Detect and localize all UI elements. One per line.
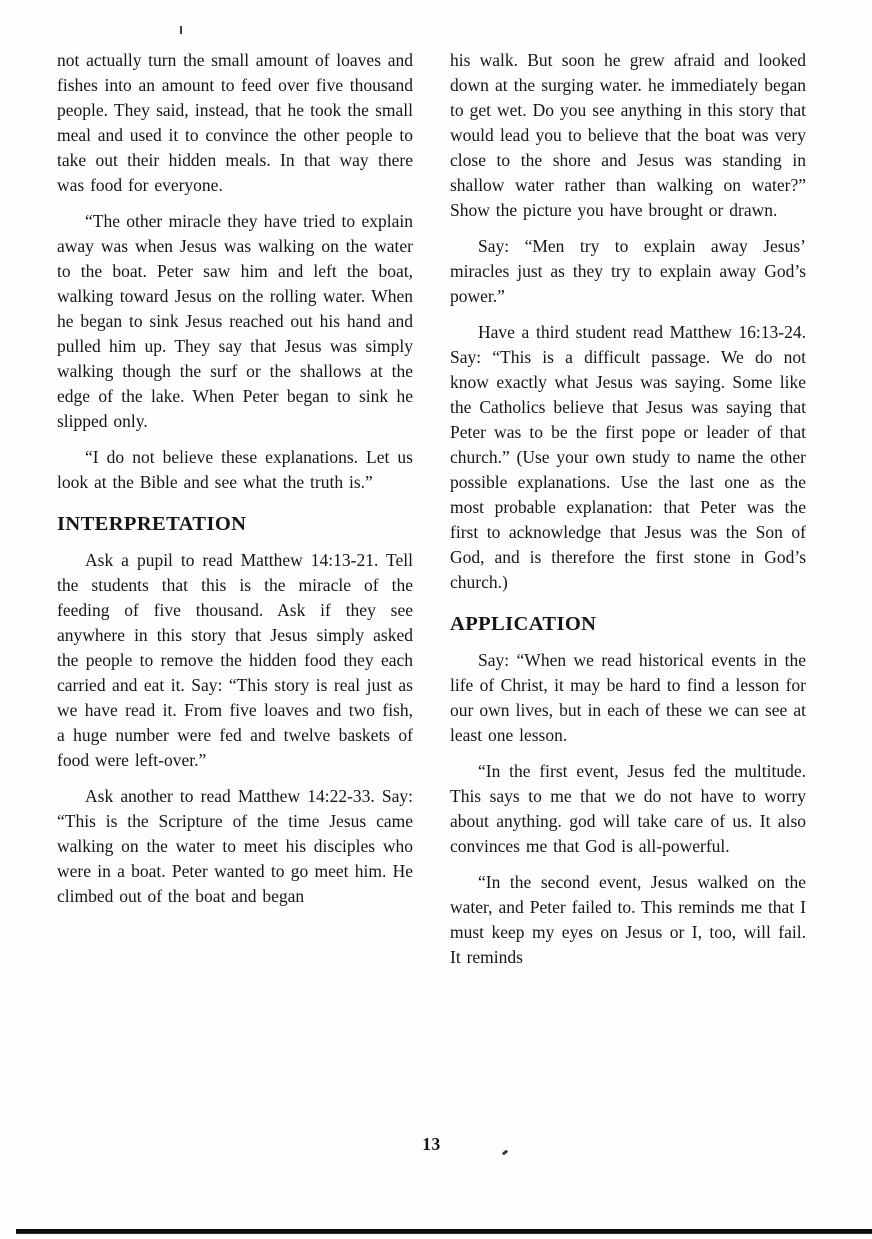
paragraph: “In the second event, Jesus walked on the water, and Peter failed to. This reminds me that I must keep my eyes on Jesus or I, too, will fail. It reminds xyxy=(450,872,806,967)
paragraph: “The other miracle they have tried to explain away was when Jesus was walking on the water to the boat. Peter saw him and left the boat, walking toward Jesus on the rolling water. When he began to sink Jesus reached out his hand and pulled him up. They say that Jesus was simply walking though the surf or the shallows at the edge of the lake. When Peter began to sink he slipped only. xyxy=(57,211,413,431)
paragraph: “I do not believe these explanations. Let us look at the Bible and see what the truth is.” xyxy=(57,447,413,492)
heading-application: APPLICATION xyxy=(450,613,597,635)
left-column xyxy=(57,48,413,981)
two-column-text-body xyxy=(57,48,806,981)
paragraph-continuation: his walk. But soon he grew afraid and looked down at the surging water. he immediately began to get wet. Do you see anything in this story that would lead you to believe that the boat was very close to the shore and Jesus was standing in shallow water rather than walking on water?” Show the picture you have brought or drawn. xyxy=(450,50,806,220)
heading-interpretation: INTERPRETATION xyxy=(57,513,247,535)
right-column xyxy=(450,48,806,981)
page-edge-bar xyxy=(16,1229,872,1233)
paragraph: Ask another to read Matthew 14:22-33. Say: “This is the Scripture of the time Jesus came walking on the water to meet his disciples who were in a boat. Peter wanted to go meet him. He climbed out of the boat and began xyxy=(57,786,413,906)
paragraph: Say: “When we read historical events in the life of Christ, it may be hard to find a lesson for our own lives, but in each of these we can see at least one lesson. xyxy=(450,650,806,745)
paragraph: Say: “Men try to explain away Jesus’ miracles just as they try to explain away God’s power.” xyxy=(450,236,806,306)
paragraph: Have a third student read Matthew 16:13-24. Say: “This is a difficult passage. We do not know exactly what Jesus was saying. Some like the Catholics believe that Jesus was saying that Peter was to be the first pope or leader of that church.” (Use your own study to name the other possible explanations. Use the last one as the most probable explanation: that Peter was the first to acknowledge that Jesus was the Son of God, and is therefore the first stone in God’s church.) xyxy=(450,322,806,592)
paragraph: “In the first event, Jesus fed the multitude. This says to me that we do not have to worry about anything. god will take care of us. It also convinces me that God is all-powerful. xyxy=(450,761,806,856)
page-footer xyxy=(57,1134,806,1155)
page-number: 13 xyxy=(422,1134,441,1154)
paragraph-continuation: not actually turn the small amount of loaves and fishes into an amount to feed over five thousand people. They said, instead, that he took the small meal and used it to convince the other people to take out their hidden meals. In that way there was food for everyone. xyxy=(57,50,413,195)
scan-artifact xyxy=(180,26,182,34)
paragraph: Ask a pupil to read Matthew 14:13-21. Tell the students that this is the miracle of the feeding of five thousand. Ask if they see anywhere in this story that Jesus simply asked the people to remove the hidden food they each carried and eat it. Say: “This story is real just as we have read it. From five loaves and two fish, a huge number were fed and twelve baskets of food were left-over.” xyxy=(57,550,413,770)
